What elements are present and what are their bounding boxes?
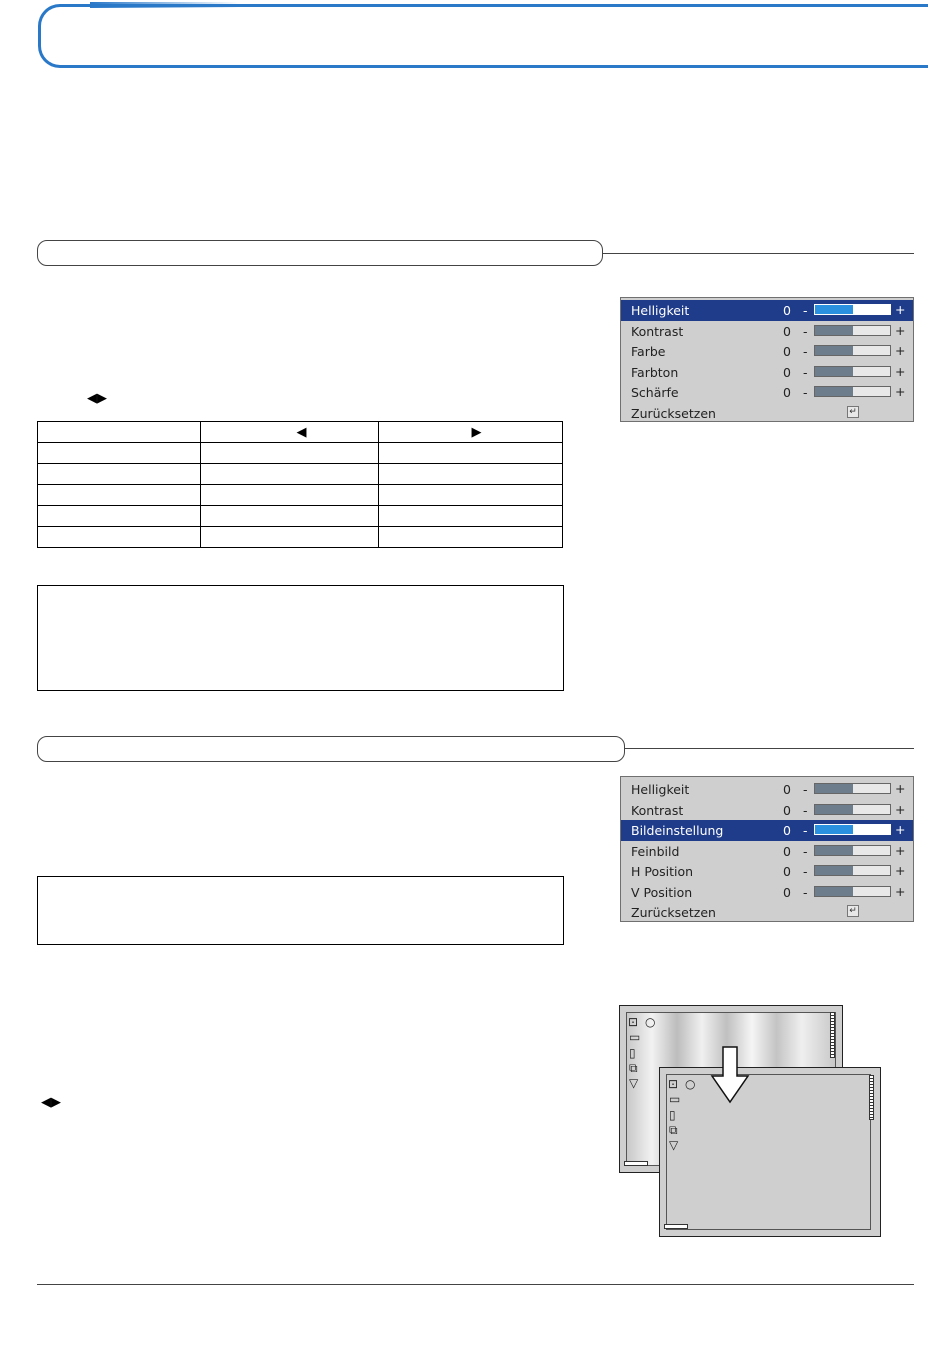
level-slider-fill — [815, 846, 853, 855]
table-row — [38, 485, 563, 506]
table-cell — [201, 506, 379, 527]
menu-row-schaerfe[interactable] — [621, 382, 913, 403]
minus-sign: - — [803, 802, 808, 818]
folder-icon: ▭ — [629, 1030, 641, 1044]
table-cell — [201, 443, 379, 464]
table-cell — [379, 464, 563, 485]
screen-clear-area — [666, 1074, 871, 1230]
table-cell — [379, 527, 563, 548]
table-cell — [379, 422, 563, 443]
table-cell — [201, 485, 379, 506]
menu-row-value: 0 — [783, 385, 791, 400]
level-slider[interactable] — [814, 386, 891, 397]
menu-row-label: V Position — [631, 884, 693, 900]
table-cell — [201, 422, 379, 443]
table-cell — [38, 485, 201, 506]
menu-row-value: 0 — [783, 344, 791, 359]
copy-icon: ⧉ — [629, 1061, 638, 1075]
plus-sign: + — [895, 822, 906, 837]
section-header-pill-2 — [37, 736, 625, 762]
level-slider[interactable] — [814, 845, 891, 856]
note-box-1 — [37, 585, 564, 691]
level-slider[interactable] — [814, 804, 891, 815]
chapter-header-banner — [38, 4, 928, 68]
menu-row-value: 0 — [783, 823, 791, 838]
menu-row-label: Schärfe — [631, 385, 679, 400]
level-slider[interactable] — [814, 865, 891, 876]
menu-row-feinbild[interactable] — [621, 841, 913, 862]
table-cell — [379, 443, 563, 464]
circle-icon: ○ — [645, 1015, 656, 1029]
section-header-rule-2 — [625, 748, 914, 749]
left-arrow-icon: ◀ — [296, 425, 307, 440]
level-slider-fill — [815, 784, 853, 793]
menu-row-reset[interactable] — [621, 403, 913, 424]
table-cell — [201, 464, 379, 485]
plus-sign: + — [895, 801, 906, 817]
table-row — [38, 464, 563, 485]
taskbar-icon — [664, 1224, 688, 1229]
minus-sign: - — [803, 344, 808, 359]
level-slider-fill — [815, 367, 853, 376]
menu-row-label: Feinbild — [631, 843, 680, 859]
level-slider[interactable] — [814, 783, 891, 794]
table-cell — [38, 443, 201, 464]
plus-sign: + — [895, 302, 906, 317]
menu-row-label: Helligkeit — [631, 782, 690, 797]
menu-row-label: Bildeinstellung — [631, 823, 724, 838]
minus-sign: - — [803, 823, 808, 838]
circle-icon: ○ — [685, 1077, 696, 1091]
minus-sign: - — [803, 323, 808, 339]
level-slider-fill — [815, 346, 853, 355]
minus-sign: - — [803, 303, 808, 318]
plus-sign: + — [895, 363, 906, 379]
computer-picture-menu-osd — [620, 776, 914, 922]
plus-sign: + — [895, 322, 906, 338]
menu-row-label: Zurücksetzen — [631, 405, 716, 421]
menu-row-label: Zurücksetzen — [631, 905, 716, 920]
enter-icon[interactable]: ↵ — [847, 905, 859, 917]
trash-icon: ▽ — [629, 1076, 639, 1090]
menu-row-label: Kontrast — [631, 323, 684, 339]
table-cell — [38, 506, 201, 527]
note-box-2 — [37, 876, 564, 945]
level-slider-fill — [815, 825, 853, 834]
table-cell — [38, 464, 201, 485]
menu-row-bildeinstellung[interactable] — [621, 820, 913, 841]
menu-row-farbe[interactable] — [621, 341, 913, 362]
plus-sign: + — [895, 384, 906, 399]
menu-row-h-position[interactable] — [621, 861, 913, 882]
scrollbar-icon — [869, 1075, 874, 1120]
table-cell — [379, 506, 563, 527]
left-right-arrows-icon: ◀▶ — [41, 1095, 61, 1110]
menu-row-kontrast[interactable] — [621, 800, 913, 821]
level-slider-fill — [815, 866, 853, 875]
taskbar-icon — [624, 1161, 648, 1166]
menu-row-value: 0 — [783, 303, 791, 318]
level-slider-fill — [815, 387, 853, 396]
left-right-arrows-icon: ◀▶ — [87, 391, 107, 406]
level-slider-fill — [815, 326, 853, 335]
minus-sign: - — [803, 782, 808, 797]
menu-row-label: Helligkeit — [631, 303, 690, 318]
adjustment-keys-table — [37, 421, 563, 548]
copy-icon: ⧉ — [669, 1123, 678, 1137]
down-arrow-icon — [710, 1046, 750, 1104]
menu-row-label: Farbton — [631, 364, 679, 380]
menu-row-kontrast[interactable] — [621, 321, 913, 342]
menu-row-value: 0 — [783, 884, 791, 900]
menu-row-label: H Position — [631, 864, 694, 879]
screen-after-illustration — [659, 1067, 881, 1237]
level-slider[interactable] — [814, 304, 891, 315]
menu-row-value: 0 — [783, 364, 791, 380]
plus-sign: + — [895, 781, 906, 796]
menu-row-value: 0 — [783, 802, 791, 818]
menu-row-value: 0 — [783, 782, 791, 797]
enter-icon[interactable]: ↵ — [847, 406, 859, 418]
level-slider-fill — [815, 805, 853, 814]
table-row — [38, 527, 563, 548]
picture-menu-osd — [620, 297, 914, 422]
menu-row-value: 0 — [783, 843, 791, 859]
plus-sign: + — [895, 842, 906, 858]
footer-rule — [37, 1284, 914, 1285]
trash-icon: ▽ — [669, 1138, 679, 1152]
scrollbar-icon — [830, 1012, 835, 1058]
section-header-rule-1 — [603, 253, 914, 254]
table-cell — [201, 527, 379, 548]
document-icon: ▯ — [669, 1108, 676, 1122]
plus-sign: + — [895, 343, 906, 358]
table-cell — [379, 485, 563, 506]
banner-gradient-accent — [90, 2, 240, 8]
window-icon: ⊡ — [668, 1077, 679, 1091]
folder-icon: ▭ — [669, 1092, 681, 1106]
plus-sign: + — [895, 883, 906, 899]
menu-row-helligkeit[interactable] — [621, 300, 913, 321]
table-row — [38, 443, 563, 464]
minus-sign: - — [803, 884, 808, 900]
level-slider[interactable] — [814, 886, 891, 897]
plus-sign: + — [895, 863, 906, 878]
level-slider[interactable] — [814, 345, 891, 356]
menu-row-value: 0 — [783, 323, 791, 339]
table-row — [38, 506, 563, 527]
menu-row-label: Kontrast — [631, 802, 684, 818]
document-icon: ▯ — [629, 1046, 636, 1060]
level-slider[interactable] — [814, 325, 891, 336]
menu-row-reset[interactable] — [621, 902, 913, 923]
level-slider[interactable] — [814, 824, 891, 835]
level-slider[interactable] — [814, 366, 891, 377]
minus-sign: - — [803, 843, 808, 859]
table-cell — [38, 422, 201, 443]
section-header-pill-1 — [37, 240, 603, 266]
menu-row-v-position[interactable] — [621, 882, 913, 903]
table-cell — [38, 527, 201, 548]
table-header-row — [38, 422, 563, 443]
menu-row-farbton[interactable] — [621, 362, 913, 383]
level-slider-fill — [815, 887, 853, 896]
menu-row-value: 0 — [783, 864, 791, 879]
minus-sign: - — [803, 364, 808, 380]
right-arrow-icon: ▶ — [471, 425, 482, 440]
window-icon: ⊡ — [628, 1015, 639, 1029]
minus-sign: - — [803, 864, 808, 879]
menu-row-label: Farbe — [631, 344, 666, 359]
minus-sign: - — [803, 385, 808, 400]
menu-row-helligkeit[interactable] — [621, 779, 913, 800]
level-slider-fill — [815, 305, 853, 314]
